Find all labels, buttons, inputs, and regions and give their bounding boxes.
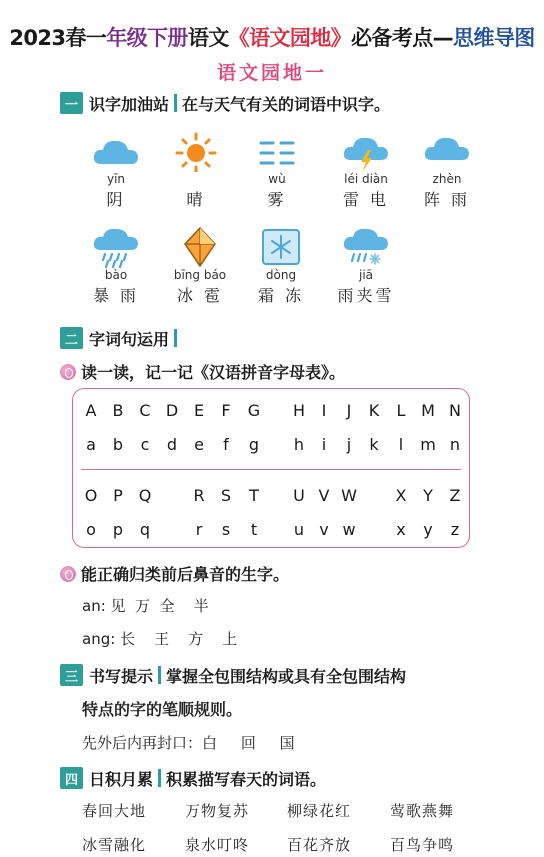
title-part-points: 必备考点 xyxy=(351,26,433,50)
section3-header xyxy=(60,663,406,687)
alphabet-table xyxy=(72,388,470,548)
alphabet-letter: N xyxy=(449,401,461,420)
alphabet-letter: v xyxy=(319,520,329,539)
alphabet-letter: K xyxy=(368,401,380,420)
section1-header xyxy=(60,91,390,115)
alphabet-letter: a xyxy=(86,435,96,454)
word-yin xyxy=(72,132,160,210)
alphabet-letter: i xyxy=(321,435,327,454)
section4-number: 四 xyxy=(60,767,83,789)
alphabet-letter: m xyxy=(420,435,436,454)
word-hanzi: 雨夹雪 xyxy=(337,286,395,305)
section4-name: 日积月累 xyxy=(89,769,154,789)
title-part-book: 《语文园地》 xyxy=(228,26,352,50)
word-pinyin: zhèn xyxy=(432,172,462,186)
idiom-item: 春回大地 xyxy=(82,802,147,820)
frost-icon xyxy=(256,226,306,268)
word-pinyin: bào xyxy=(104,268,128,282)
word-hanzi: 雾 xyxy=(267,190,287,209)
bullet-nasal-text: 能正确归类前后鼻音的生字。 xyxy=(81,565,290,584)
sleet-icon xyxy=(341,226,391,268)
section3-desc-line1: 掌握全包围结构或具有全包围结构 xyxy=(166,666,407,686)
bullet-alphabet xyxy=(60,360,345,383)
word-pinyin: jiā xyxy=(358,268,374,282)
title-part-dash: 一 xyxy=(85,26,107,50)
title-part-sep: — xyxy=(432,26,454,50)
alphabet-divider xyxy=(81,469,461,470)
section2-divider xyxy=(174,329,177,347)
alphabet-row-upper-a xyxy=(73,401,469,421)
alphabet-row-lower-b xyxy=(73,520,469,540)
idiom-item: 万物复苏 xyxy=(185,802,250,820)
section2-name: 字词句运用 xyxy=(89,329,170,349)
alphabet-letter: n xyxy=(449,435,461,454)
word-pinyin: yīn xyxy=(106,172,126,186)
section4-divider xyxy=(158,769,161,787)
alphabet-letter: V xyxy=(318,486,330,505)
alphabet-letter: s xyxy=(221,520,231,539)
alphabet-letter: g xyxy=(248,435,260,454)
alphabet-letter: U xyxy=(293,486,305,505)
alphabet-letter: o xyxy=(86,520,96,539)
alphabet-letter: Z xyxy=(449,486,461,505)
alphabet-letter: j xyxy=(346,435,352,454)
word-pinyin: bīng báo xyxy=(173,268,227,282)
alphabet-letter: E xyxy=(193,401,205,420)
cloud-icon xyxy=(91,132,141,172)
hail-icon xyxy=(175,226,225,268)
title-part-year: 2023春 xyxy=(9,26,86,50)
alphabet-letter: Y xyxy=(423,486,433,505)
word-hanzi: 阵 雨 xyxy=(423,190,471,209)
section4-header xyxy=(60,766,326,790)
alphabet-letter: b xyxy=(112,435,124,454)
stroke-order-rule: 先外后内再封口：白 回 国 xyxy=(82,734,295,752)
alphabet-letter: x xyxy=(396,520,406,539)
idiom-item: 莺歌燕舞 xyxy=(390,802,455,820)
idiom-item: 百花齐放 xyxy=(287,836,352,854)
alphabet-letter: e xyxy=(194,435,204,454)
alphabet-letter: G xyxy=(247,401,261,420)
alphabet-letter: B xyxy=(112,401,124,420)
heavy-rain-icon xyxy=(91,226,141,268)
word-pinyin: wù xyxy=(268,172,286,186)
word-yujiaxue xyxy=(322,226,410,306)
word-pinyin: dòng xyxy=(265,268,297,282)
title-part-mindmap: 思维导图 xyxy=(453,26,535,50)
section3-name: 书写提示 xyxy=(89,666,154,686)
alphabet-letter: H xyxy=(292,401,306,420)
word-baoyu xyxy=(72,226,160,306)
alphabet-row-upper-b xyxy=(73,486,469,506)
alphabet-letter: z xyxy=(450,520,460,539)
idiom-item: 百鸟争鸣 xyxy=(390,836,455,854)
alphabet-letter: d xyxy=(166,435,178,454)
alphabet-letter: q xyxy=(139,520,151,539)
word-shuangdong xyxy=(237,226,325,306)
word-hanzi: 晴 xyxy=(186,190,206,209)
section3-desc-line2: 特点的字的笔顺规则。 xyxy=(82,700,243,719)
section3-number: 三 xyxy=(60,664,83,686)
alphabet-letter: T xyxy=(249,486,259,505)
alphabet-letter: A xyxy=(85,401,97,420)
word-hanzi: 霜 冻 xyxy=(257,286,305,305)
alphabet-letter: Q xyxy=(138,486,152,505)
section2-number: 二 xyxy=(60,327,83,349)
alphabet-letter: F xyxy=(221,401,231,420)
alphabet-letter: L xyxy=(396,401,406,420)
sun-icon xyxy=(171,132,221,172)
alphabet-letter: O xyxy=(84,486,98,505)
section1-number: 一 xyxy=(60,92,83,114)
section1-name: 识字加油站 xyxy=(89,94,170,114)
alphabet-letter: c xyxy=(140,435,150,454)
alphabet-letter: C xyxy=(139,401,151,420)
alphabet-letter: r xyxy=(195,520,203,539)
alphabet-letter: l xyxy=(398,435,404,454)
alphabet-letter: M xyxy=(421,401,435,420)
bullet-icon xyxy=(60,364,76,380)
section4-desc: 积累描写春天的词语。 xyxy=(166,769,327,789)
section3-divider xyxy=(158,666,161,684)
word-bingbao xyxy=(156,226,244,306)
alphabet-letter: P xyxy=(113,486,123,505)
bullet-nasal xyxy=(60,562,289,585)
title-part-subject: 语文 xyxy=(187,26,229,50)
alphabet-letter: w xyxy=(342,520,356,539)
word-zhenyu xyxy=(403,132,491,210)
word-pinyin: léi diàn xyxy=(344,172,388,186)
word-wu xyxy=(233,132,321,210)
alphabet-letter: y xyxy=(423,520,433,539)
word-qing xyxy=(152,132,240,210)
alphabet-letter: J xyxy=(346,401,352,420)
idiom-item: 泉水叮咚 xyxy=(185,836,250,854)
word-leidian xyxy=(322,132,410,210)
thunder-icon xyxy=(341,132,391,172)
word-hanzi: 雷 电 xyxy=(342,190,390,209)
section2-header xyxy=(60,326,182,350)
bullet-alphabet-text: 读一读，记一记《汉语拼音字母表》。 xyxy=(81,363,346,382)
alphabet-letter: f xyxy=(223,435,229,454)
alphabet-letter: u xyxy=(293,520,305,539)
word-hanzi: 阴 xyxy=(106,190,126,209)
alphabet-letter: t xyxy=(250,520,258,539)
word-hanzi: 冰 雹 xyxy=(176,286,224,305)
alphabet-letter: I xyxy=(321,401,327,420)
idiom-item: 柳绿花红 xyxy=(287,802,352,820)
page-title xyxy=(0,22,544,52)
idiom-item: 冰雪融化 xyxy=(82,836,147,854)
unit-subtitle: 语文园地一 xyxy=(216,62,327,84)
ang-line: ang: 长 王 方 上 xyxy=(82,630,238,648)
section1-desc: 在与天气有关的词语中识字。 xyxy=(182,94,391,114)
alphabet-letter: D xyxy=(165,401,179,420)
shower-icon xyxy=(422,132,472,172)
alphabet-row-lower-a xyxy=(73,435,469,455)
title-part-grade: 年级下册 xyxy=(106,26,188,50)
alphabet-letter: p xyxy=(112,520,124,539)
fog-icon xyxy=(252,132,302,172)
word-hanzi: 暴 雨 xyxy=(92,286,140,305)
alphabet-letter: h xyxy=(293,435,305,454)
alphabet-letter: W xyxy=(341,486,357,505)
alphabet-letter: R xyxy=(193,486,205,505)
alphabet-letter: k xyxy=(369,435,379,454)
bullet-icon xyxy=(60,566,76,582)
alphabet-letter: X xyxy=(395,486,407,505)
word-pinyin xyxy=(152,172,240,187)
alphabet-letter: S xyxy=(220,486,232,505)
section1-divider xyxy=(174,94,177,112)
an-line: an: 见 万 全 半 xyxy=(82,597,209,615)
